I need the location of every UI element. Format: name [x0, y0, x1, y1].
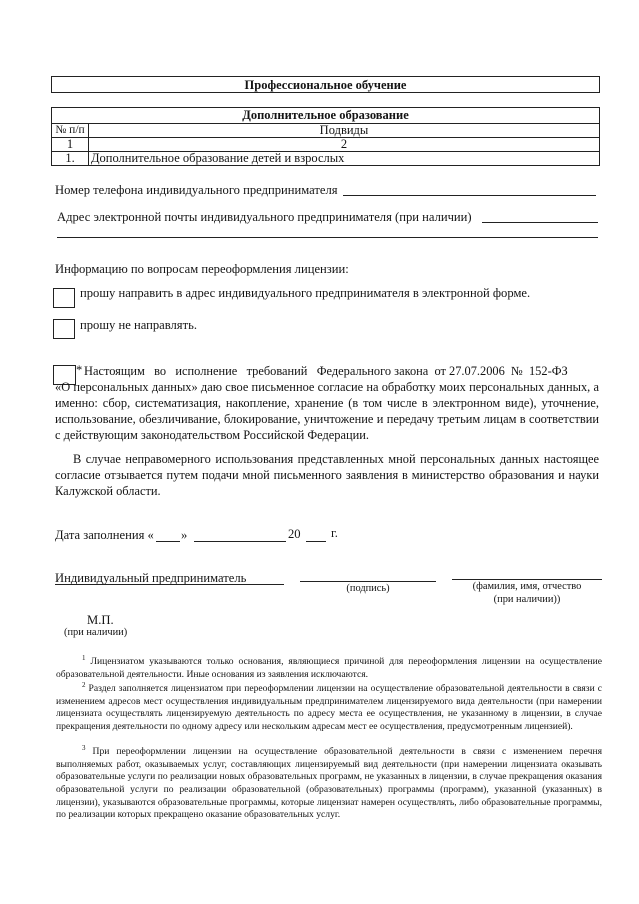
- phone-field[interactable]: [343, 195, 596, 196]
- entrepreneur-line: [55, 584, 284, 585]
- info-heading: Информацию по вопросам переоформления лицензии:: [55, 262, 349, 276]
- footnote-3-mark: 3: [82, 744, 86, 752]
- email-field-continuation[interactable]: [57, 237, 598, 238]
- footnote-1-mark: 1: [82, 654, 86, 662]
- full-name-caption: (фамилия, имя, отчество: [472, 581, 582, 592]
- professional-training-header: Профессиональное обучение: [52, 77, 600, 93]
- footnote-2-text: Раздел заполняется лицензиатом при переоформлении лицензии на осуществление образовательной деятельности в связи с изменением адресов мест осуществления индивидуальным предпринимателем лицензируемого вида деятельности (при намерении лицензиата осуществлять лицензируемую деятельность по адресу места ее осуществления, не указанному в лицензии, в случае прекращения деятельности по одному адресу или нескольким адресам мест ее осуществления, предусмотренным лицензией).: [56, 683, 602, 732]
- full-name-caption-2: (при наличии)): [493, 594, 561, 605]
- signature-caption: (подпись): [346, 583, 390, 594]
- footnote-2: [56, 679, 602, 734]
- date-day-field[interactable]: [156, 541, 180, 542]
- do-not-send-label: прошу не направлять.: [80, 318, 197, 332]
- date-label: Дата заполнения «: [55, 528, 154, 542]
- date-quote-close: »: [181, 528, 188, 542]
- send-electronic-label: прошу направить в адрес индивидуального предпринимателя в электронной форме.: [80, 286, 531, 300]
- footnote-2-mark: 2: [82, 681, 86, 689]
- column-subtypes-header: Подвиды: [89, 124, 600, 138]
- send-electronic-checkbox[interactable]: [53, 288, 75, 308]
- phone-label: Номер телефона индивидуального предпринимателя: [55, 183, 338, 197]
- column-number-header: № п/п: [52, 124, 89, 138]
- footnote-3-text: При переоформлении лицензии на осуществление образовательной деятельности в связи с изменением перечня выполняемых работ, оказываемых услуг, составляющих лицензируемый вид деятельности (при намерении лицензиата оказывать образовательные услуги по реализации новых образовательных программ, не указанных в лицензии, в случае прекращения оказания образовательной услуги по реализации образовательной (образовательных) программы (программ), указанной (указанных) в лицензии), указываются образовательные программы, которые лицензиат намерен осуществлять, либо образовательные программы, по реализации которых прекращено оказание образовательных услуг.: [56, 746, 602, 821]
- consent-revocation-text: В случае неправомерного использования представленных мной персональных данных настоящее согласие отзывается путем подачи мной письменного заявления в министерство образования и науки Калужской области.: [55, 452, 599, 498]
- date-year-prefix: 20: [288, 527, 301, 541]
- additional-education-table: [51, 107, 600, 166]
- email-field[interactable]: [482, 222, 598, 223]
- email-label: Адрес электронной почты индивидуального предпринимателя (при наличии): [57, 210, 472, 224]
- footnote-1-text: Лицензиатом указываются только основания, являющиеся причиной для переоформления лицензии на осуществление образовательной деятельности. Иные основания из заявления исключаются.: [56, 656, 602, 680]
- full-name-field[interactable]: [452, 579, 602, 580]
- signature-field[interactable]: [300, 581, 436, 582]
- row-subtype: Дополнительное образование детей и взрослых: [89, 152, 600, 166]
- consent-text: «О персональных данных» даю свое письменное согласие на обработку моих персональных данных, а именно: сбор, систематизация, накопление, хранение (в том числе в электронном виде), уточнение, использование, обезличивание, блокирование, уничтожение и передачу третьим лицам в соответствии с действующим законодательством Российской Федерации.: [55, 380, 599, 442]
- professional-training-table: [51, 76, 600, 93]
- stamp-label: М.П.: [87, 613, 114, 627]
- index-cell-2: 2: [89, 138, 600, 152]
- row-number: 1.: [52, 152, 89, 166]
- additional-education-header: Дополнительное образование: [52, 108, 600, 124]
- date-month-field[interactable]: [194, 541, 286, 542]
- index-cell-1: 1: [52, 138, 89, 152]
- stamp-note: (при наличии): [64, 627, 128, 638]
- consent-line-1: Настоящим во исполнение требований Федерального закона от 27.07.2006 № 152-ФЗ: [84, 364, 568, 378]
- footnote-1: [56, 652, 602, 681]
- date-year-field[interactable]: [306, 541, 326, 542]
- entrepreneur-label: Индивидуальный предприниматель: [55, 571, 247, 585]
- footnote-3: [56, 742, 602, 822]
- asterisk-mark: *: [76, 363, 83, 377]
- do-not-send-checkbox[interactable]: [53, 319, 75, 339]
- date-year-suffix: г.: [331, 526, 338, 540]
